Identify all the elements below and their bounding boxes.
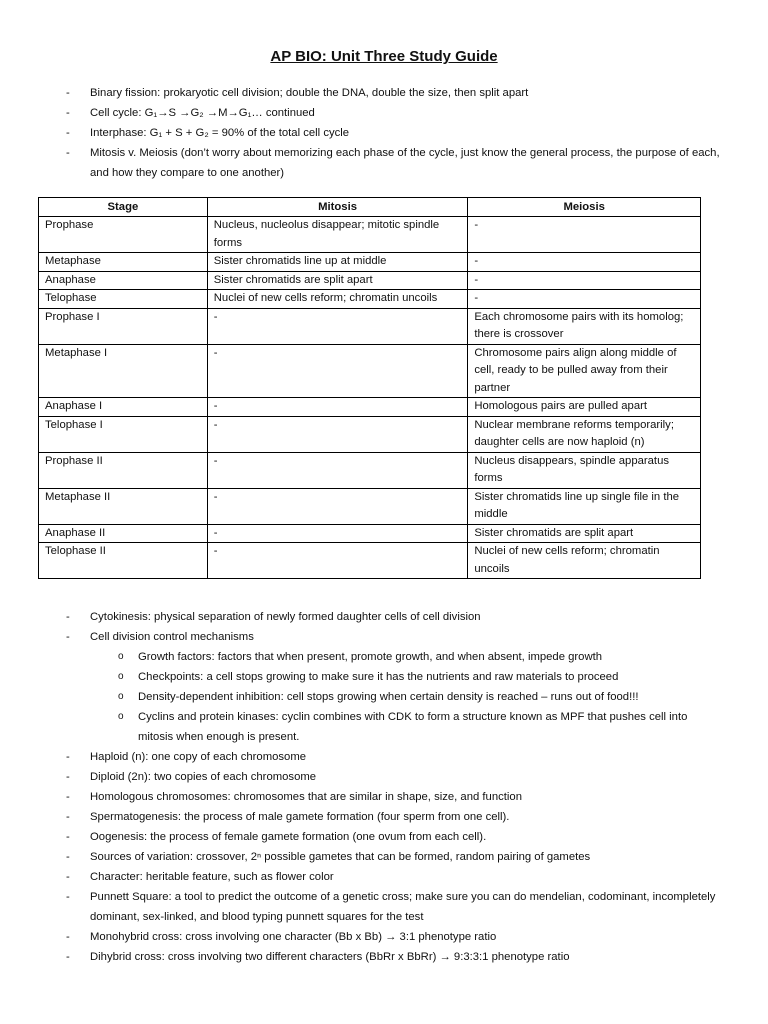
list-item: - Sources of variation: crossover, 2ⁿ possible gametes that can be formed, random pairing of gametes	[66, 851, 591, 863]
stage-cell: Telophase	[39, 290, 208, 309]
mitosis-cell: Sister chromatids are split apart	[207, 271, 468, 290]
notes-list	[40, 607, 720, 967]
sub-list-item: o Checkpoints: a cell stops growing to make sure it has the nutrients and raw materials to proceed	[118, 671, 619, 683]
item-text: Oogenesis: the process of female gamete formation (one ovum from each cell).	[90, 831, 487, 843]
list-item: - Dihybrid cross: cross involving two different characters (BbRr x BbRr) → 9:3:3:1 phenotype ratio	[66, 951, 570, 963]
mitosis-cell: -	[207, 452, 468, 488]
table-row	[39, 344, 701, 398]
mitosis-cell: -	[207, 488, 468, 524]
item-text: Binary fission: prokaryotic cell division; double the DNA, double the size, then split apart	[90, 87, 529, 99]
sub-list-item: o Cyclins and protein kinases: cyclin combines with CDK to form a structure known as MPF that pushes cell into mitosis when enough is present.	[118, 711, 688, 743]
list-item: - Cell division control mechanisms o Growth factors: factors that when present, promote growth, and when absent, impede growth o Checkpoints: a cell stops growing to make sure it has the nutrients and raw materials to proceed o Density-dependent inhibition: cell stops growing when certain density is reached – runs out of food!!! o Cyclins and protein kinases: cyclin combines with CDK to form a structure known as MPF that pushes cell into mitosis when enough is present.	[40, 627, 720, 747]
meiosis-cell: Nucleus disappears, spindle apparatus forms	[468, 452, 701, 488]
stage-cell: Metaphase II	[39, 488, 208, 524]
stage-cell: Anaphase II	[39, 524, 208, 543]
mitosis-cell: Sister chromatids line up at middle	[207, 253, 468, 272]
list-item: - Binary fission: prokaryotic cell division; double the DNA, double the size, then split apart	[66, 87, 529, 99]
page-title: AP BIO: Unit Three Study Guide	[270, 48, 498, 65]
meiosis-cell: -	[468, 253, 701, 272]
mitosis-cell: -	[207, 308, 468, 344]
mitosis-cell: Nucleus, nucleolus disappear; mitotic spindle forms	[207, 217, 468, 253]
mitosis-meiosis-table	[38, 197, 701, 579]
sub-list-item: o Growth factors: factors that when present, promote growth, and when absent, impede growth	[118, 651, 603, 663]
sub-list-item: o Density-dependent inhibition: cell stops growing when certain density is reached – runs out of food!!!	[118, 691, 639, 703]
meiosis-cell: Homologous pairs are pulled apart	[468, 398, 701, 417]
stage-cell: Anaphase I	[39, 398, 208, 417]
list-item: - Cytokinesis: physical separation of newly formed daughter cells of cell division	[66, 611, 481, 623]
table-row	[39, 271, 701, 290]
stage-cell: Anaphase	[39, 271, 208, 290]
item-text: Monohybrid cross: cross involving one character (Bb x Bb) → 3:1 phenotype ratio	[90, 931, 497, 943]
table-header-row	[39, 198, 701, 217]
meiosis-cell: -	[468, 217, 701, 253]
table-row	[39, 398, 701, 417]
list-item: - Cell cycle: G₁→S →G₂ →M→G₁… continued	[66, 107, 315, 119]
meiosis-cell: Sister chromatids line up single file in the middle	[468, 488, 701, 524]
table-row	[39, 524, 701, 543]
table-row	[39, 217, 701, 253]
list-item: - Spermatogenesis: the process of male gamete formation (four sperm from one cell).	[66, 811, 510, 823]
item-text: Growth factors: factors that when present, promote growth, and when absent, impede growth	[138, 651, 603, 663]
column-header: Stage	[39, 198, 208, 217]
item-text: Character: heritable feature, such as flower color	[90, 871, 334, 883]
list-item: - Haploid (n): one copy of each chromosome	[66, 751, 307, 763]
item-text: Diploid (2n): two copies of each chromosome	[90, 771, 317, 783]
meiosis-cell: Nuclei of new cells reform; chromatin uncoils	[468, 543, 701, 579]
list-item: - Homologous chromosomes: chromosomes that are similar in shape, size, and function	[66, 791, 522, 803]
table-row	[39, 290, 701, 309]
item-text: Cyclins and protein kinases: cyclin combines with CDK to form a structure known as MPF that pushes cell into mitosis when enough is present.	[138, 711, 688, 743]
table-row	[39, 416, 701, 452]
list-item: - Monohybrid cross: cross involving one character (Bb x Bb) → 3:1 phenotype ratio	[66, 931, 497, 943]
meiosis-cell: -	[468, 290, 701, 309]
stage-cell: Metaphase	[39, 253, 208, 272]
stage-cell: Prophase	[39, 217, 208, 253]
item-text: Homologous chromosomes: chromosomes that are similar in shape, size, and function	[90, 791, 522, 803]
mitosis-cell: -	[207, 344, 468, 398]
item-text: Spermatogenesis: the process of male gamete formation (four sperm from one cell).	[90, 811, 510, 823]
stage-cell: Telophase II	[39, 543, 208, 579]
mitosis-cell: -	[207, 543, 468, 579]
item-text: Haploid (n): one copy of each chromosome	[90, 751, 307, 763]
meiosis-cell: Each chromosome pairs with its homolog; there is crossover	[468, 308, 701, 344]
item-text: Mitosis v. Meiosis (don’t worry about memorizing each phase of the cycle, just know the general process, the purpose of each, and how they compare to one another)	[90, 147, 720, 179]
stage-cell: Prophase I	[39, 308, 208, 344]
item-text: Dihybrid cross: cross involving two different characters (BbRr x BbRr) → 9:3:3:1 phenotype ratio	[90, 951, 570, 963]
meiosis-cell: Nuclear membrane reforms temporarily; daughter cells are now haploid (n)	[468, 416, 701, 452]
table-row	[39, 253, 701, 272]
stage-cell: Metaphase I	[39, 344, 208, 398]
mitosis-cell: -	[207, 416, 468, 452]
item-text: Sources of variation: crossover, 2ⁿ possible gametes that can be formed, random pairing of gametes	[90, 851, 591, 863]
item-text: Punnett Square: a tool to predict the outcome of a genetic cross; make sure you can do mendelian, codominant, incompletely dominant, sex-linked, and blood typing punnett squares for the test	[90, 891, 716, 923]
meiosis-cell: -	[468, 271, 701, 290]
control-sublist	[90, 647, 720, 747]
item-text: Cytokinesis: physical separation of newly formed daughter cells of cell division	[90, 611, 481, 623]
item-text: Cell division control mechanisms	[90, 631, 254, 643]
list-item: - Interphase: G₁ + S + G₂ = 90% of the total cell cycle	[66, 127, 350, 139]
list-item: - Character: heritable feature, such as flower color	[66, 871, 334, 883]
list-item: - Punnett Square: a tool to predict the outcome of a genetic cross; make sure you can do mendelian, codominant, incompletely dominant, sex-linked, and blood typing punnett squares for the test	[66, 891, 716, 923]
mitosis-cell: -	[207, 398, 468, 417]
list-item: - Diploid (2n): two copies of each chromosome	[66, 771, 317, 783]
table-row	[39, 543, 701, 579]
intro-list	[40, 83, 720, 183]
list-item: - Oogenesis: the process of female gamete formation (one ovum from each cell).	[66, 831, 487, 843]
list-item: - Mitosis v. Meiosis (don’t worry about memorizing each phase of the cycle, just know the general process, the purpose of each, and how they compare to one another)	[66, 147, 720, 179]
item-text: Cell cycle: G₁→S →G₂ →M→G₁… continued	[90, 107, 315, 119]
meiosis-cell: Chromosome pairs align along middle of cell, ready to be pulled away from their partner	[468, 344, 701, 398]
table-row	[39, 452, 701, 488]
meiosis-cell: Sister chromatids are split apart	[468, 524, 701, 543]
column-header: Meiosis	[468, 198, 701, 217]
stage-cell: Prophase II	[39, 452, 208, 488]
mitosis-cell: -	[207, 524, 468, 543]
mitosis-cell: Nuclei of new cells reform; chromatin uncoils	[207, 290, 468, 309]
table-row	[39, 488, 701, 524]
stage-cell: Telophase I	[39, 416, 208, 452]
item-text: Checkpoints: a cell stops growing to make sure it has the nutrients and raw materials to proceed	[138, 671, 619, 683]
item-text: Interphase: G₁ + S + G₂ = 90% of the total cell cycle	[90, 127, 350, 139]
column-header: Mitosis	[207, 198, 468, 217]
item-text: Density-dependent inhibition: cell stops growing when certain density is reached – runs out of food!!!	[138, 691, 639, 703]
table-row	[39, 308, 701, 344]
